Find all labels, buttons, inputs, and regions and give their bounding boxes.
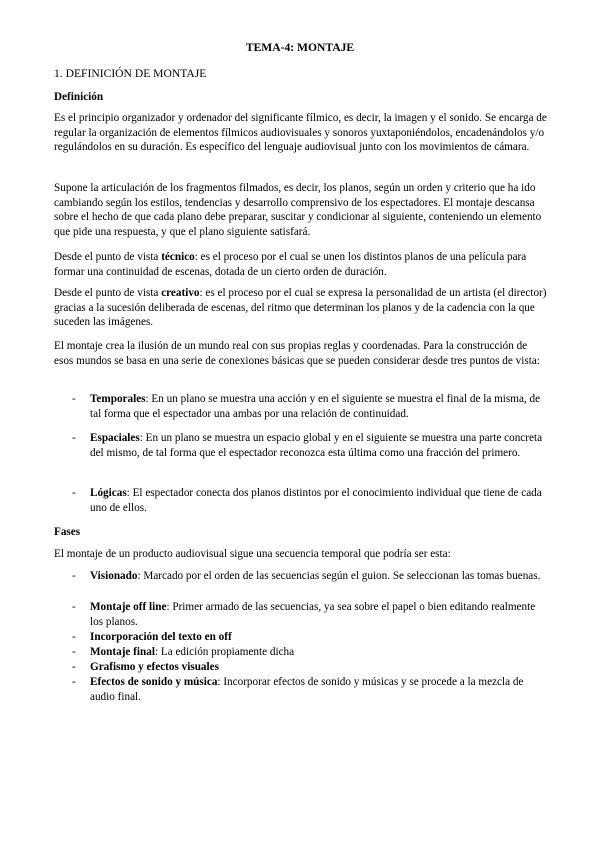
tecnico-pre: Desde el punto de vista — [54, 251, 162, 263]
bullet-text: Montaje final: La edición propiamente dicha — [90, 646, 295, 658]
paragraph-fases-intro: El montaje de un producto audiovisual sigue una secuencia temporal que podría ser esta: — [54, 548, 451, 560]
creativo-bold: creativo — [161, 287, 200, 299]
creativo-post: : es el proceso por el cual se expresa la personalidad de un artista (el director) gracias a la sucesión deliberada de escenas, del ritmo que determinan los planos y de la cadencia con la que suceden las imágenes. — [54, 287, 547, 329]
bullet-dash: - — [72, 676, 76, 688]
bullet-text: Montaje off line: Primer armado de las secuencias, ya sea sobre el papel o bien editando realmente los planos. — [90, 601, 536, 628]
bullet-dash: - — [72, 601, 76, 613]
section-heading: 1. DEFINICIÓN DE MONTAJE — [54, 67, 207, 80]
bullet-text: Efectos de sonido y música: Incorporar efectos de sonido y músicas y se procede a la mezcla de audio final. — [90, 676, 524, 703]
tecnico-bold: técnico — [161, 251, 195, 263]
bullet-text: Incorporación del texto en off — [90, 631, 232, 643]
bullet-dash: - — [72, 631, 76, 643]
bullet-dash: - — [72, 570, 76, 582]
paragraph-definition: Es el principio organizador y ordenador del significante fílmico, es decir, la imagen y el sonido. Se encarga de regular la organización de elementos fílmicos audiovisuales y sonoros yuxtaponiéndolos, encadenándolos y/o regulándolos en su duración. Es específico del lenguaje audiovisual junto con los movimientos de cámara. — [54, 112, 547, 154]
paragraph-creativo — [54, 286, 548, 330]
bullet-text: Lógicas: El espectador conecta dos planos distintos por el conocimiento individual que tiene de cada uno de ellos. — [90, 487, 542, 514]
bullet-text: Temporales: En un plano se muestra una acción y en el siguiente se muestra el final de la misma, de tal forma que el espectador una ambas por una relación de continuidad. — [90, 393, 541, 420]
paragraph-ilusion: El montaje crea la ilusión de un mundo real con sus propias reglas y coordenadas. Para la construcción de esos mundos se basa en una serie de conexiones básicas que se pueden considerar desde tres puntos de vista: — [54, 340, 540, 367]
bullet-text: Visionado: Marcado por el orden de las secuencias según el guion. Se seleccionan las tomas buenas. — [90, 570, 541, 582]
creativo-pre: Desde el punto de vista — [54, 287, 162, 299]
bullet-dash: - — [72, 393, 76, 405]
bullet-text: Espaciales: En un plano se muestra un espacio global y en el siguiente se muestra una parte concreta del mismo, de tal forma que el espectador reconozca esta última como una fracción del primero. — [90, 432, 543, 459]
bullet-dash: - — [72, 487, 76, 499]
bullet-dash: - — [72, 432, 76, 444]
page-title: TEMA-4: MONTAJE — [245, 41, 355, 54]
paragraph-tecnico — [54, 250, 548, 279]
fases-heading: Fases — [54, 526, 81, 538]
tecnico-post: : es el proceso por el cual se unen los distintos planos de una película para formar una continuidad de escenas, dotada de un cierto orden de duración. — [54, 251, 527, 278]
bullet-dash: - — [72, 661, 76, 673]
bullet-dash: - — [72, 646, 76, 658]
definicion-heading: Definición — [54, 91, 104, 103]
bullet-text: Grafismo y efectos visuales — [90, 661, 219, 673]
paragraph-articulation: Supone la articulación de los fragmentos filmados, es decir, los planos, según un orden y criterio que ha ido cambiando según los estilos, tendencias y desarrollo comprensivo de los espectadores. El montaje descansa sobre el hecho de que cada plano debe preparar, suscitar y condicionar al siguiente, conteniendo un elemento que pide una respuesta, y que el plano siguiente satisfará. — [54, 182, 542, 239]
